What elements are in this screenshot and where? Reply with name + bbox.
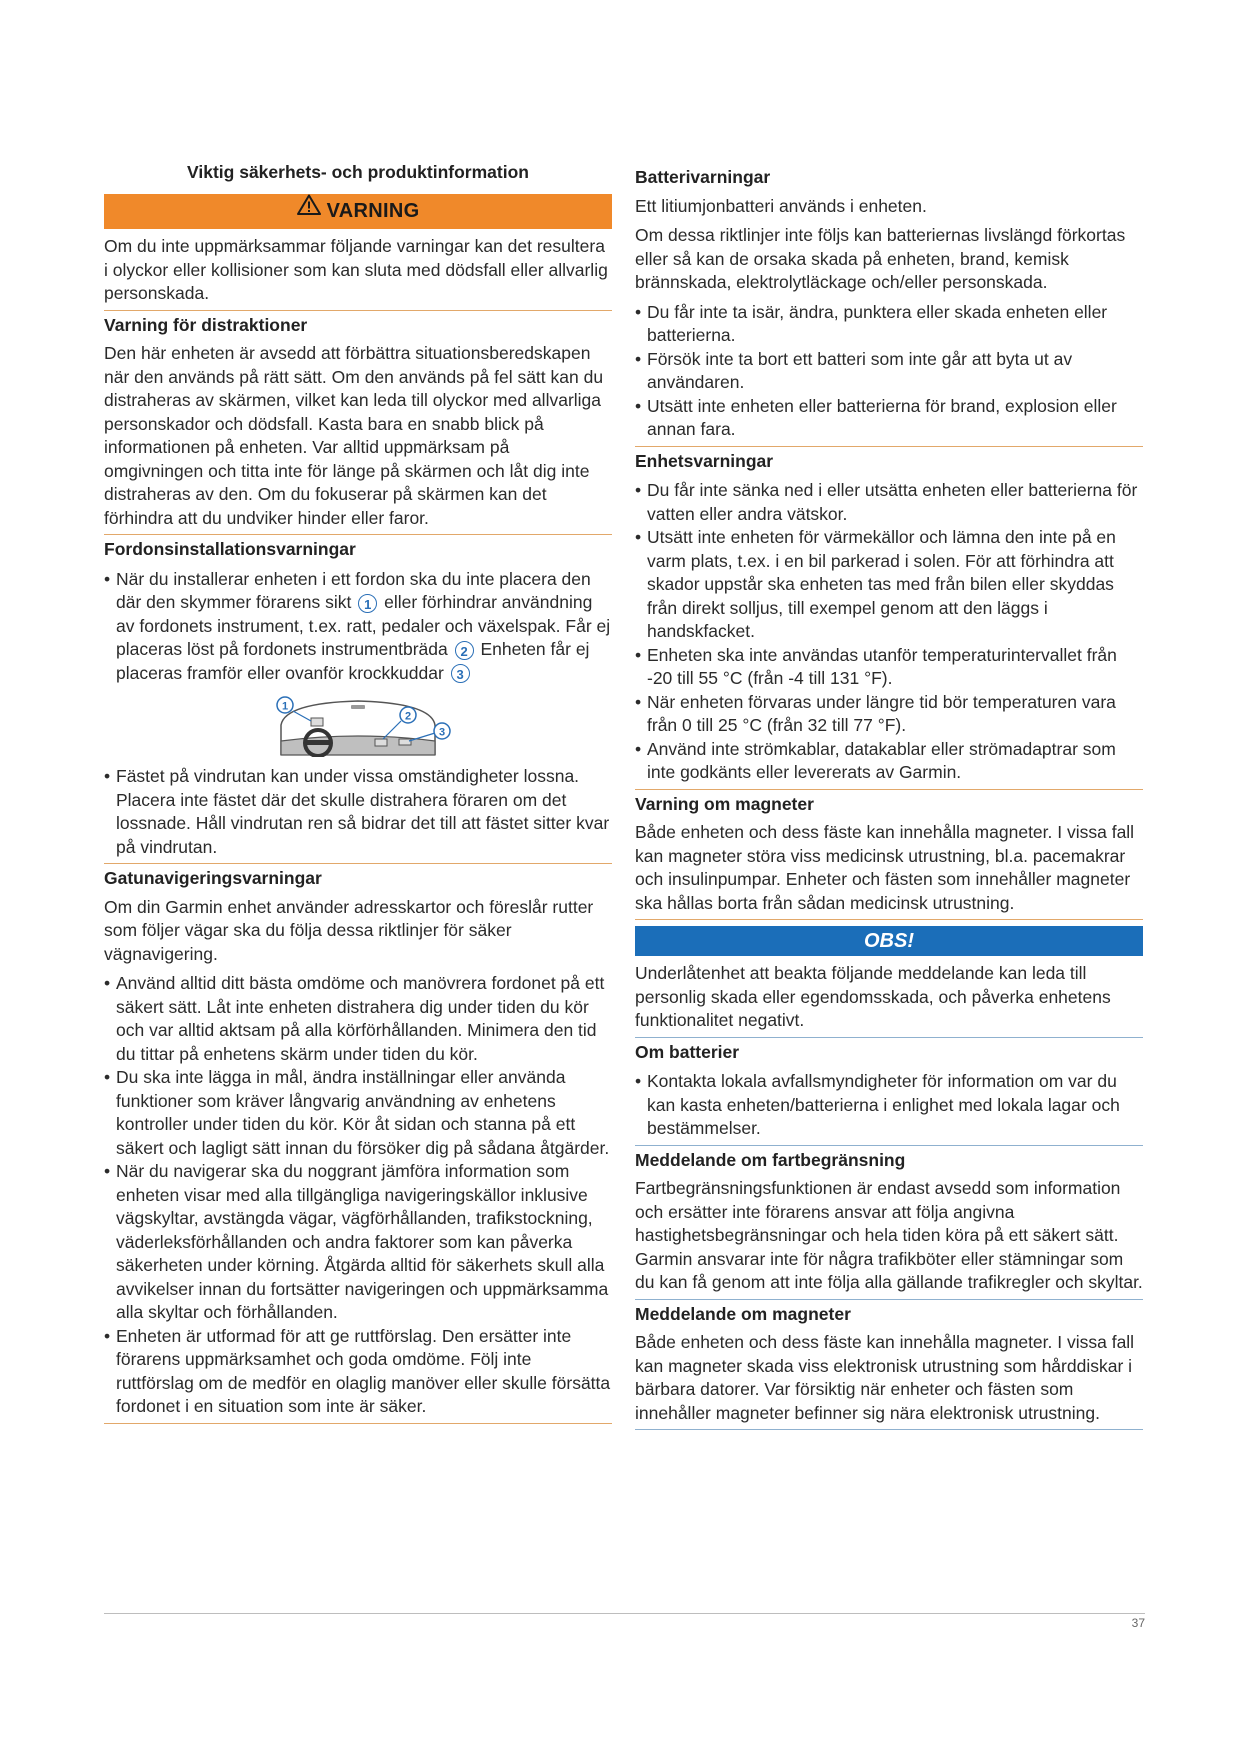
divider (104, 534, 612, 535)
right-column (635, 160, 1143, 1430)
device-heading: Enhetsvarningar (635, 450, 774, 471)
list-item: • Försök inte ta bort ett batteri som inte går att byta ut av användaren. (635, 348, 1143, 395)
distraction-text: Den här enheten är avsedd att förbättra situationsberedskapen när den används på rätt sätt. Om den används på fel sätt kan du distraheras av skärmen, vilket kan leda till olyckor med allvarliga personskador och dödsfall. Kasta bara en snabb blick på informationen på enheten. Var alltid uppmärksam på omgivningen och titta inte för länge på skärmen och låt dig inte distraheras av den. Om du fokuserar på skärmen kan det förhindra att du undviker hinder eller faror. (104, 343, 604, 528)
battery-text-2: Om dessa riktlinjer inte följs kan batteriernas livslängd förkortas eller så kan de orsaka skada på enheten, brand, kemisk brännskada, elektrolytläckage och/eller personskada. (635, 225, 1126, 292)
callout-2: 2 (455, 641, 474, 660)
divider (635, 1429, 1143, 1430)
magnet-notice-heading: Meddelande om magneter (635, 1303, 851, 1324)
warning-text: Om du inte uppmärksammar följande varningar kan det resultera i olyckor eller kollisioner som kan sluta med dödsfall eller allvarlig personskada. (104, 236, 608, 303)
divider (635, 446, 1143, 447)
divider (635, 1037, 1143, 1038)
speed-text: Fartbegränsningsfunktionen är endast avsedd som information och ersätter inte förarens ansvar att följa angivna hastighetsbegränsningar och hela tiden köra på ett säkert sätt. Garmin ansvarar inte för några trafikböter eller stämningar som du kan få genom att inte följa alla gällande trafikregler och skyltar. (635, 1178, 1143, 1292)
callout-3: 3 (451, 664, 470, 683)
magnet-warning-text: Både enheten och dess fäste kan innehålla magneter. I vissa fall kan magneter störa viss medicinsk utrustning, bl.a. pacemakrar och insulinpumpar. Enheter och fästen som innehåller magneter ska hållas borta från sådan medicinsk utrustning. (635, 822, 1135, 913)
distraction-heading: Varning för distraktioner (104, 314, 308, 335)
warning-banner (104, 194, 612, 229)
list-item: • Utsätt inte enheten för värmekällor och lämna den inte på en varm plats, t.ex. i en bil parkerad i solen. För att förhindra att skador uppstår ska enheten tas med från bilen eller skyddas från direkt solljus, till exempel genom att den läggs i handskfacket. (635, 526, 1143, 644)
batteries-heading: Om batterier (635, 1041, 740, 1062)
divider (104, 863, 612, 864)
list-item: • Använd alltid ditt bästa omdöme och manövrera fordonet på ett säkert sätt. Låt inte enheten distrahera dig under tiden du kör och var alltid aktsam på alla körförhållanden. Minimera den tid du tittar på enhetens skärm under tiden du kör. (104, 972, 612, 1066)
speed-heading: Meddelande om fartbegränsning (635, 1149, 906, 1170)
list-item: • Du får inte sänka ned i eller utsätta enheten eller batterierna för vatten eller andra vätskor. (635, 479, 1143, 526)
list-item: • Enheten är utformad för att ge ruttförslag. Den ersätter inte förarens uppmärksamhet och goda omdöme. Följ inte ruttförslag om de medför en olaglig manöver eller skulle försätta fordonet i en situation som inte är säker. (104, 1325, 612, 1419)
notice-banner: OBS! (635, 926, 1143, 956)
list-item: • När du installerar enheten i ett fordon ska du inte placera den där den skymmer förarens sikt 1 eller förhindrar användning av fordonets instrument, t.ex. ratt, pedaler och växelspak. Får ej placeras löst på fordonets instrumentbräda 2 Enheten får ej placeras framför eller ovanför krockkuddar 3 (104, 568, 612, 686)
list-item: • När du navigerar ska du noggrant jämföra information som enheten visar med alla tillgängliga navigeringskällor inklusive vägskyltar, avstängda vägar, vägförhållanden, trafikstockning, väderleksförhållanden och andra faktorer som kan påverka säkerheten under körning. Åtgärda alltid för säkerhets skull alla avvikelser innan du fortsätter navigeringen och uppmärksamma alla skyltar och förhållanden. (104, 1160, 612, 1325)
list-item: • Du ska inte lägga in mål, ändra inställningar eller använda funktioner som kräver långvarig användning av enhetens kontroller under tiden du kör. Kör åt sidan och stanna på ett säkert och lagligt sätt innan du försöker dig på sådana åtgärder. (104, 1066, 612, 1160)
device-3 (399, 739, 411, 745)
dashboard-diagram (263, 691, 453, 757)
divider (104, 1423, 612, 1424)
magnet-notice-text: Både enheten och dess fäste kan innehålla magneter. I vissa fall kan magneter skada viss elektronisk utrustning som hårddiskar i bärbara datorer. Var försiktig när enheter och fästen som innehåller magneter befinner sig nära elektronisk utrustning. (635, 1332, 1135, 1423)
list-item: • Du får inte ta isär, ändra, punktera eller skada enheten eller batterierna. (635, 301, 1143, 348)
list-item: • När enheten förvaras under längre tid bör temperaturen vara från 0 till 25 °C (från 32 till 77 °F). (635, 691, 1143, 738)
batteries-list (635, 1070, 1143, 1141)
vehicle-heading: Fordonsinstallationsvarningar (104, 539, 356, 559)
page-title: Viktig säkerhets- och produktinformation (187, 162, 529, 182)
vehicle-list-2 (104, 765, 612, 859)
divider (635, 1299, 1143, 1300)
warning-triangle-icon (297, 192, 321, 227)
diagram-callout-1: 1 (281, 700, 289, 713)
divider (635, 919, 1143, 920)
divider (104, 310, 612, 311)
device-2 (375, 739, 387, 746)
battery-heading: Batterivarningar (635, 167, 771, 187)
warning-label: VARNING (326, 200, 420, 222)
street-intro: Om din Garmin enhet använder adresskartor och föreslår rutter som följer vägar ska du följa dessa riktlinjer för säker vägnavigering. (104, 896, 594, 964)
device-1 (311, 718, 323, 726)
list-item: • Enheten ska inte användas utanför temperaturintervallet från -20 till 55 °C (från -4 till 131 °F). (635, 644, 1143, 691)
list-item: • Fästet på vindrutan kan under vissa omständigheter lossna. Placera inte fästet där det skulle distrahera föraren om det lossnade. Håll vindrutan ren så bidrar det till att fästet sitter kvar på vindrutan. (104, 765, 612, 859)
list-item: • Utsätt inte enheten eller batterierna för brand, explosion eller annan fara. (635, 395, 1143, 442)
battery-text-1: Ett litiumjonbatteri används i enheten. (635, 195, 927, 216)
callout-1: 1 (358, 594, 377, 613)
street-list (104, 972, 612, 1419)
page-number: 37 (1131, 1616, 1145, 1630)
divider (635, 1145, 1143, 1146)
diagram-callout-3: 3 (438, 726, 446, 739)
street-heading: Gatunavigeringsvarningar (104, 868, 322, 888)
footer-rule (104, 1613, 1145, 1614)
device-list (635, 479, 1143, 785)
list-item: • Kontakta lokala avfallsmyndigheter för information om var du kan kasta enheten/batterierna i enlighet med lokala lagar och bestämmelser. (635, 1070, 1143, 1141)
list-item: • Använd inte strömkablar, datakablar eller strömadaptrar som inte godkänts eller levererats av Garmin. (635, 738, 1143, 785)
divider (635, 789, 1143, 790)
vehicle-list (104, 568, 612, 686)
battery-list (635, 301, 1143, 442)
notice-text: Underlåtenhet att beakta följande meddelande kan leda till personlig skada eller egendomsskada, och påverka enhetens funktionalitet negativt. (635, 963, 1111, 1030)
left-column (104, 160, 612, 1424)
diagram-callout-2: 2 (404, 710, 412, 723)
magnet-warning-heading: Varning om magneter (635, 793, 814, 814)
